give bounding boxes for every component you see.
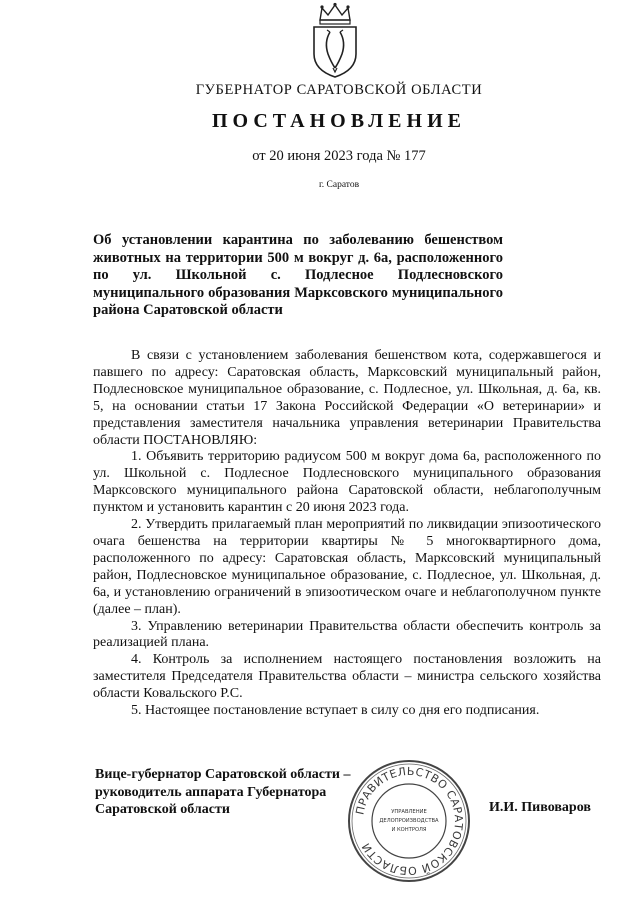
signatory-position-line: руководитель аппарата Губернатора (95, 784, 327, 800)
decree-item: 2. Утвердить прилагаемый план мероприятий по ликвидации эпизоотического очага бешенства на территории квартиры № 5 многоквартирного дома, расположенного по адресу: Саратовская область, Марксовский муниципальный район, Подлесновское муниципальное образование, с. Подлесное, ул. Школьная, д. 6а, и установлению ограничений в эпизоотическом очаге и неблагополучном пункте (далее – план). (93, 517, 601, 617)
document-type: ПОСТАНОВЛЕНИЕ (212, 110, 466, 132)
seal-inner-text: И КОНТРОЛЯ (391, 827, 427, 833)
document-date-number: от 20 июня 2023 года № 177 (252, 148, 426, 164)
signatory-name: И.И. Пивоваров (489, 800, 591, 815)
decree-item: 4. Контроль за исполнением настоящего постановления возложить на заместителя Председателя Правительства области – министра сельского хозяйства области Ковальского Р.С. (93, 652, 601, 702)
signatory-position-line: Саратовской области (95, 802, 230, 817)
document-title: Об установлении карантина по заболеванию бешенством животных на территории 500 м вокруг д. 6а, расположенного по ул. Школьной с. Подлесное Подлесновского муниципального образования Марксовского муниципального района Саратовской области (93, 232, 503, 318)
saratov-coat-of-arms-icon (300, 2, 370, 80)
decree-item: 3. Управлению ветеринарии Правительства области обеспечить контроль за реализацией плана. (93, 618, 601, 651)
official-seal-stamp (346, 758, 472, 884)
document-body (93, 348, 601, 720)
seal-inner-text: ДЕЛОПРОИЗВОДСТВА (379, 818, 439, 824)
seal-inner-text: УПРАВЛЕНИЕ (391, 809, 427, 815)
decree-item: 5. Настоящее постановление вступает в силу со дня его подписания. (131, 703, 540, 719)
issuing-authority: ГУБЕРНАТОР САРАТОВСКОЙ ОБЛАСТИ (195, 82, 483, 98)
document-place: г. Саратов (318, 180, 360, 190)
seal-ring-text: ПРАВИТЕЛЬСТВО САРАТОВСКОЙ ОБЛАСТИ (353, 764, 466, 878)
preamble-paragraph: В связи с установлением заболевания бешенством кота, содержавшегося и павшего по адресу: Саратовская область, Марксовский муниципальный район, Подлесновское муниципальное образование, с. Подлесное, ул. Школьная, д. 6а, кв. 5, на основании статьи 17 Закона Российской Федерации «О ветеринарии» и представления заместителя начальника управления ветеринарии Правительства области ПОСТАНОВЛЯЮ: (93, 348, 601, 448)
decree-item: 1. Объявить территорию радиусом 500 м вокруг дома 6а, расположенного по ул. Школьной с. Подлесное Подлесновского муниципального образования Марксовского муниципального района Саратовской области, неблагополучным пунктом и установить карантин с 20 июня 2023 года. (93, 449, 601, 516)
signatory-position-line: Вице-губернатор Саратовской области – (95, 767, 351, 782)
